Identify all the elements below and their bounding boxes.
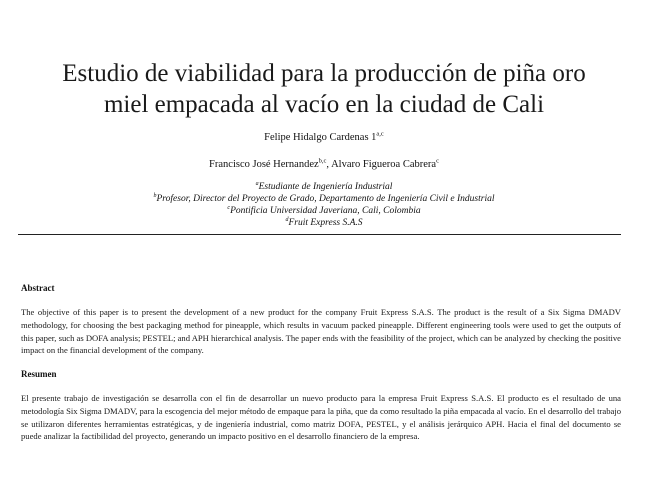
abstract-body: The objective of this paper is to present the development of a new product for the company Fruit Express S.A.S. The product is the result of a Six Sigma DMADV methodology, for choosing the best packaging method for pineapple, which results in vacuum packed pineapple. Different engineering tools were used to get the outputs of this paper, such as DOFA analysis; PESTEL; and APH hierarchical analysis. The paper ends with the feasibility of the project, which can be analyzed by checking the positive impact on the financial development of the company. — [21, 307, 621, 356]
header-divider — [18, 234, 621, 235]
affiliation-line — [0, 205, 648, 217]
author-superscript: c — [436, 157, 439, 165]
paper-title — [0, 58, 648, 120]
author-name: Alvaro Figueroa Cabrera — [331, 159, 437, 170]
author-name: Francisco José Hernandez — [209, 159, 319, 170]
author-line-1 — [0, 131, 648, 144]
resumen-body: El presente trabajo de investigación se desarrolla con el fin de desarrollar un nuevo producto para la empresa Fruit Express S.A.S. El producto es el resultado de una metodología Six Sigma DMADV, para la escogencia del mejor método de empaque para la piña, que da como resultado la piña empacada al vacío. En el desarrollo del trabajo se utilizaron diferentes herramientas estratégicas, y de ingeniería industrial, como matriz DOFA, PESTEL, y el análisis jerárquico APH. Hacia el final del documento se puede analizar la factibilidad del proyecto, generando un impacto positivo en el desarrollo financiero de la empresa. — [21, 393, 622, 442]
affiliation-line — [0, 193, 648, 205]
affiliation-text: Estudiante de Ingeniería Industrial — [258, 182, 393, 192]
author-name: Felipe Hidalgo Cardenas 1 — [264, 132, 377, 143]
affiliation-text: Profesor, Director del Proyecto de Grado, Departamento de Ingeniería Civil e Industrial — [156, 194, 495, 204]
author-line-2 — [0, 158, 648, 171]
affiliation-marker: b — [153, 192, 157, 199]
author-superscript: a,c — [376, 130, 384, 138]
affiliation-line — [0, 181, 648, 193]
affiliation-marker: c — [227, 204, 231, 211]
affiliations — [0, 181, 648, 229]
affiliation-marker: d — [285, 216, 289, 223]
resumen-heading: Resumen — [21, 369, 57, 379]
author-separator: , — [326, 159, 332, 170]
affiliation-line — [0, 217, 648, 229]
title-line-1: Estudio de viabilidad para la producción de piña oro — [62, 60, 586, 87]
title-line-2: miel empacada al vacío en la ciudad de Cali — [103, 91, 545, 118]
affiliation-marker: a — [255, 180, 259, 187]
author-superscript: b,c — [318, 157, 327, 165]
abstract-heading: Abstract — [21, 283, 55, 293]
affiliation-text: Pontificia Universidad Javeriana, Cali, Colombia — [230, 206, 421, 216]
affiliation-text: Fruit Express S.A.S — [288, 218, 363, 228]
